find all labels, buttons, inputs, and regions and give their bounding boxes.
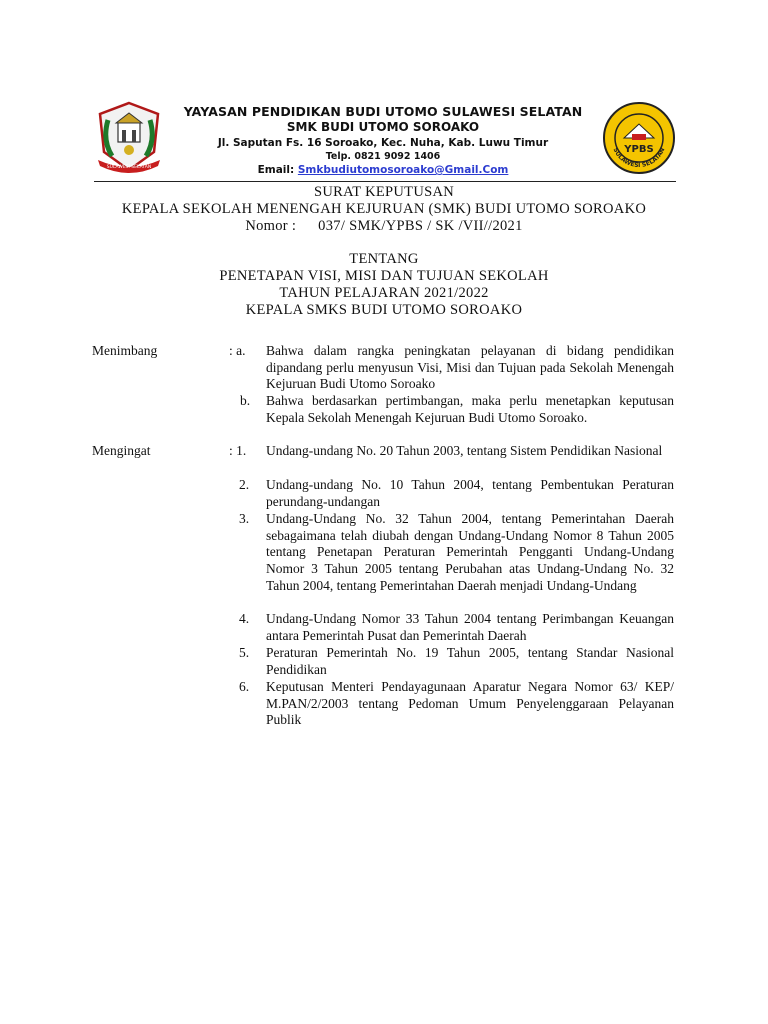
mengingat-marker-4: 4. [239, 611, 250, 626]
ypbs-logo [602, 100, 676, 176]
foundation-name: YAYASAN PENDIDIKAN BUDI UTOMO SULAWESI SELATAN [183, 104, 583, 119]
school-address: Jl. Saputan Fs. 16 Soroako, Kec. Nuha, Kab. Luwu Timur [217, 137, 549, 149]
year-heading: TAHUN PELAJARAN 2021/2022 [279, 285, 489, 301]
doc-title: SURAT KEPUTUSAN [314, 184, 454, 200]
signer-heading: KEPALA SMKS BUDI UTOMO SOROAKO [245, 302, 523, 318]
doc-number [84, 218, 684, 235]
email-link[interactable]: Smkbudiutomosoroako@Gmail.Com [297, 164, 509, 176]
mengingat-marker-1: : 1. [229, 443, 247, 458]
menimbang-item-a: Bahwa dalam rangka peningkatan pelayanan di bidang pendidikan dipandang perlu menyusun Visi, Misi dan Tujuan pada Sekolah Menengah Kejuruan Budi Utomo Soroako [266, 343, 674, 392]
topic-heading: PENETAPAN VISI, MISI DAN TUJUAN SEKOLAH [219, 268, 549, 284]
menimbang-item-b: Bahwa berdasarkan pertimbangan, maka perlu menetapkan keputusan Kepala Sekolah Menengah Kejuruan Budi Utomo Soroako. [266, 393, 674, 425]
mengingat-item-4: Undang-Undang Nomor 33 Tahun 2004 tentang Perimbangan Keuangan antara Pemerintah Pusat dan Pemerintah Daerah [266, 611, 674, 643]
menimbang-marker-a: : a. [229, 343, 246, 358]
letterhead-text [168, 96, 598, 176]
school-phone: Telp. 0821 9092 1406 [325, 151, 441, 162]
mengingat-item-1: Undang-undang No. 20 Tahun 2003, tentang Sistem Pendidikan Nasional [266, 443, 663, 458]
nomor-label: Nomor : [245, 218, 297, 234]
sulsel-emblem-logo [94, 100, 164, 176]
mengingat-marker-5: 5. [239, 645, 250, 660]
letterhead-divider [94, 181, 676, 182]
menimbang-marker-b: b. [240, 393, 251, 408]
menimbang-label: Menimbang [92, 343, 158, 358]
mengingat-item-2: Undang-undang No. 10 Tahun 2004, tentang Pembentukan Peraturan perundang-undangan [266, 477, 674, 509]
school-email-line [168, 164, 598, 176]
mengingat-marker-6: 6. [239, 679, 250, 694]
right-logo-text: YPBS [624, 144, 654, 155]
mengingat-marker-2: 2. [239, 477, 250, 492]
school-name: SMK BUDI UTOMO SOROAKO [286, 120, 480, 134]
mengingat-item-5: Peraturan Pemerintah No. 19 Tahun 2005, tentang Standar Nasional Pendidikan [266, 645, 674, 677]
mengingat-item-3: Undang-Undang No. 32 Tahun 2004, tentang Pemerintahan Daerah sebagaimana telah diubah dengan Undang-Undang Nomor 8 Tahun 2005 tentang Penetapan Peraturan Pemerintah Pengganti Undang-Undang Nomor 3 Tahun 2005 tentang Perubahan atas Undang-Undang No. 32 Tahun 2004, tentang Pemerintahan Daerah menjadi Undang-Undang [266, 511, 674, 593]
mengingat-label: Mengingat [92, 443, 151, 458]
doc-subtitle: KEPALA SEKOLAH MENENGAH KEJURUAN (SMK) BUDI UTOMO SOROAKO [121, 201, 647, 217]
email-label: Email: [257, 164, 295, 176]
mengingat-marker-3: 3. [239, 511, 250, 526]
mengingat-item-6: Keputusan Menteri Pendayagunaan Aparatur Negara Nomor 63/ KEP/ M.PAN/2/2003 tentang Pedoman Umum Penyelenggaraan Pelayanan Publik [266, 679, 674, 728]
tentang-heading: TENTANG [349, 251, 419, 267]
letterhead [94, 96, 676, 184]
nomor-value: 037/ SMK/YPBS / SK /VII//2021 [318, 218, 523, 234]
left-logo-banner: SULAWESI SELATAN [106, 165, 152, 170]
right-logo-ring-text: SULAWESI SELATAN [611, 146, 667, 170]
